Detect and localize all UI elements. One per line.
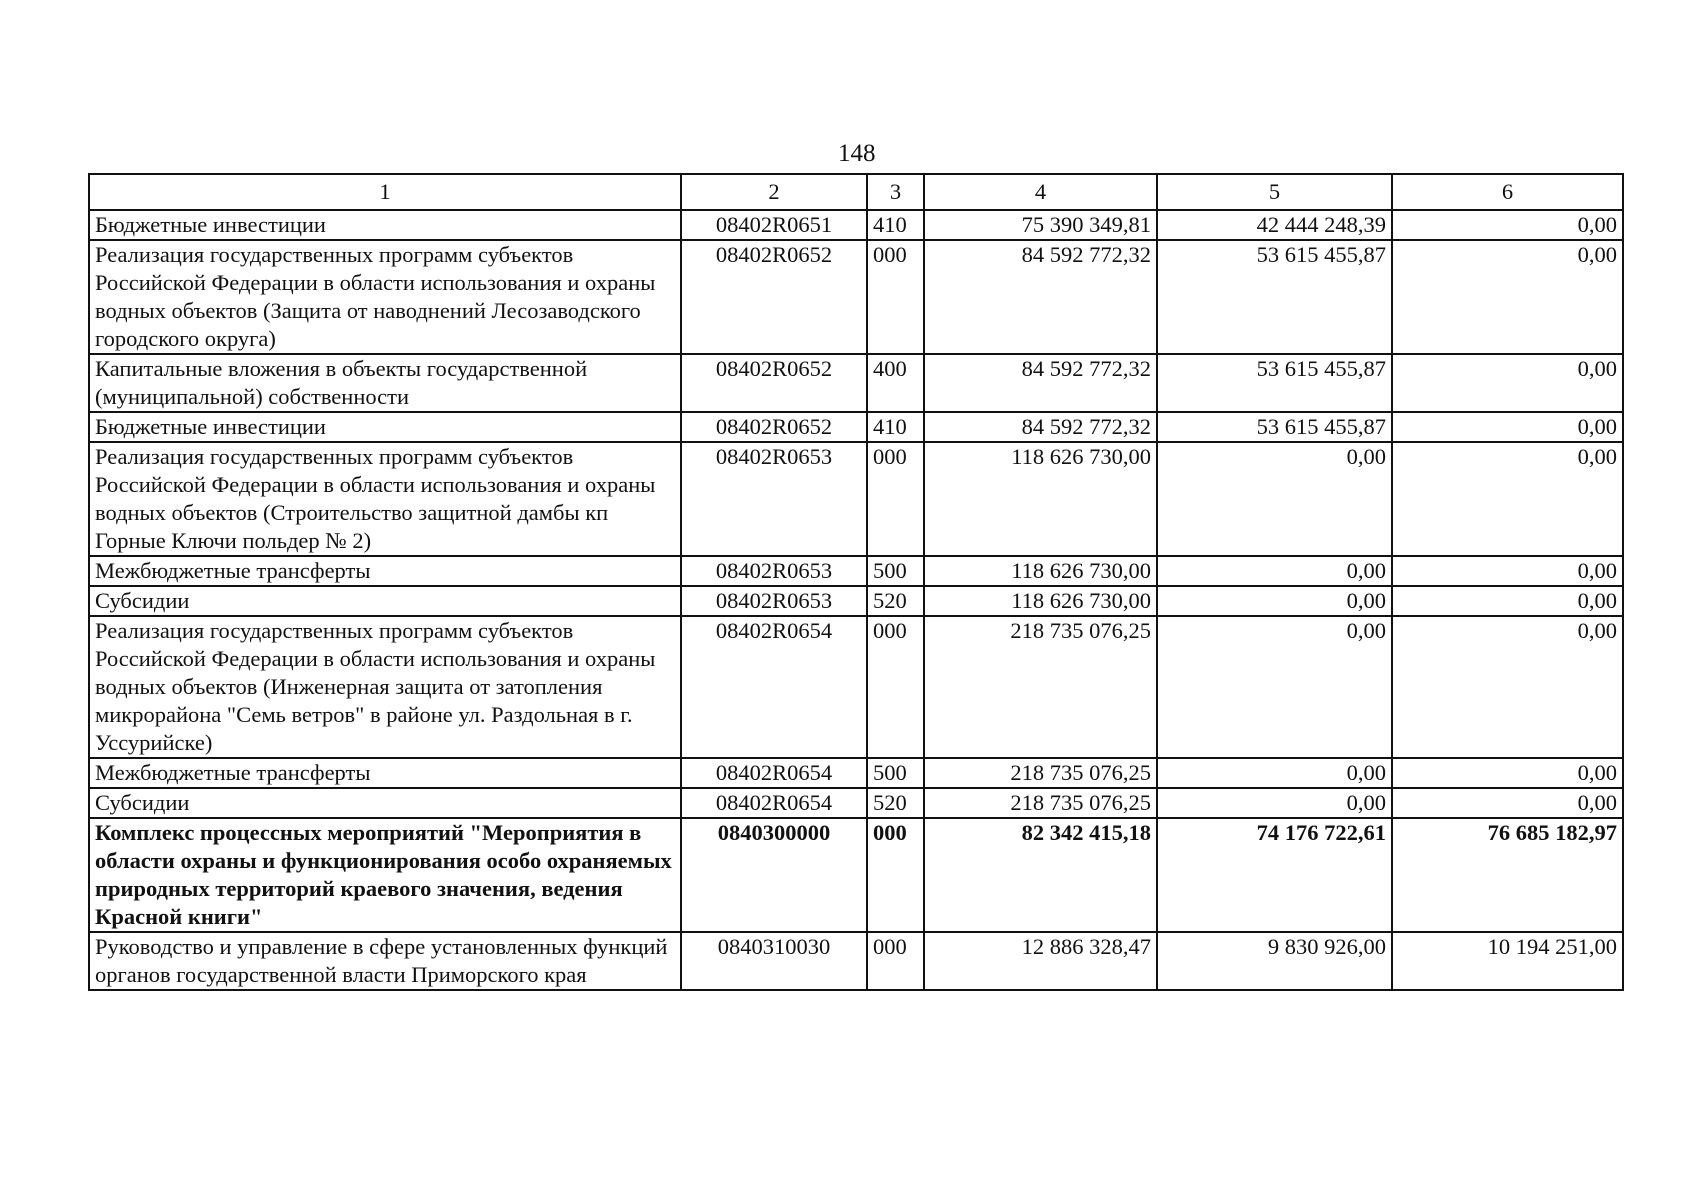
table-row [89, 354, 1623, 412]
row-code: 08402R0651 [681, 210, 867, 240]
row-code: 08402R0653 [681, 442, 867, 556]
page-number: 148 [838, 140, 876, 167]
row-value-6: 76 685 182,97 [1392, 818, 1623, 932]
row-name: Реализация государственных программ субъектов Российской Федерации в области использования и охраны водных объектов (Защита от наводнений Лесозаводского городского округа) [89, 240, 681, 354]
row-name: Межбюджетные трансферты [89, 758, 681, 788]
table-row [89, 586, 1623, 616]
table-row [89, 442, 1623, 556]
row-kvr: 410 [867, 412, 924, 442]
row-value-5: 0,00 [1157, 616, 1392, 758]
row-value-6: 0,00 [1392, 240, 1623, 354]
header-row [89, 174, 1623, 210]
row-code: 0840310030 [681, 932, 867, 990]
row-kvr: 400 [867, 354, 924, 412]
table-row [89, 932, 1623, 990]
row-value-4: 82 342 415,18 [924, 818, 1157, 932]
row-value-5: 0,00 [1157, 758, 1392, 788]
row-kvr: 000 [867, 932, 924, 990]
row-value-6: 0,00 [1392, 210, 1623, 240]
header-col-4: 4 [924, 174, 1157, 210]
row-value-5: 74 176 722,61 [1157, 818, 1392, 932]
table-row [89, 210, 1623, 240]
table-row [89, 758, 1623, 788]
row-value-5: 42 444 248,39 [1157, 210, 1392, 240]
row-kvr: 500 [867, 556, 924, 586]
row-value-4: 118 626 730,00 [924, 556, 1157, 586]
row-value-4: 75 390 349,81 [924, 210, 1157, 240]
row-value-4: 218 735 076,25 [924, 758, 1157, 788]
row-name: Реализация государственных программ субъектов Российской Федерации в области использования и охраны водных объектов (Строительство защитной дамбы кп Горные Ключи польдер № 2) [89, 442, 681, 556]
row-value-6: 0,00 [1392, 788, 1623, 818]
row-name: Комплекс процессных мероприятий "Мероприятия в области охраны и функционирования особо охраняемых природных территорий краевого значения, ведения Красной книги" [89, 818, 681, 932]
row-name: Бюджетные инвестиции [89, 210, 681, 240]
row-value-5: 0,00 [1157, 556, 1392, 586]
row-code: 08402R0654 [681, 758, 867, 788]
row-value-4: 218 735 076,25 [924, 616, 1157, 758]
table-row [89, 556, 1623, 586]
row-value-4: 118 626 730,00 [924, 442, 1157, 556]
row-value-6: 0,00 [1392, 586, 1623, 616]
header-col-2: 2 [681, 174, 867, 210]
header-col-3: 3 [867, 174, 924, 210]
row-value-6: 0,00 [1392, 442, 1623, 556]
header-col-6: 6 [1392, 174, 1623, 210]
row-code: 0840300000 [681, 818, 867, 932]
row-name: Руководство и управление в сфере установленных функций органов государственной власти Приморского края [89, 932, 681, 990]
row-value-6: 0,00 [1392, 556, 1623, 586]
row-value-5: 53 615 455,87 [1157, 240, 1392, 354]
table-row [89, 240, 1623, 354]
row-value-4: 84 592 772,32 [924, 240, 1157, 354]
row-name: Межбюджетные трансферты [89, 556, 681, 586]
row-value-6: 0,00 [1392, 616, 1623, 758]
row-code: 08402R0652 [681, 354, 867, 412]
table-row [89, 412, 1623, 442]
table-row [89, 788, 1623, 818]
row-value-5: 53 615 455,87 [1157, 412, 1392, 442]
table-row [89, 616, 1623, 758]
row-value-4: 118 626 730,00 [924, 586, 1157, 616]
row-code: 08402R0654 [681, 616, 867, 758]
row-code: 08402R0652 [681, 240, 867, 354]
row-value-6: 0,00 [1392, 354, 1623, 412]
budget-table [88, 173, 1624, 991]
row-code: 08402R0652 [681, 412, 867, 442]
row-value-4: 218 735 076,25 [924, 788, 1157, 818]
row-kvr: 000 [867, 240, 924, 354]
row-kvr: 520 [867, 586, 924, 616]
row-kvr: 410 [867, 210, 924, 240]
row-value-6: 0,00 [1392, 758, 1623, 788]
row-name: Капитальные вложения в объекты государственной (муниципальной) собственности [89, 354, 681, 412]
row-value-5: 53 615 455,87 [1157, 354, 1392, 412]
row-code: 08402R0653 [681, 556, 867, 586]
row-value-6: 0,00 [1392, 412, 1623, 442]
row-kvr: 000 [867, 818, 924, 932]
row-name: Субсидии [89, 788, 681, 818]
row-name: Бюджетные инвестиции [89, 412, 681, 442]
header-col-1: 1 [89, 174, 681, 210]
row-value-4: 84 592 772,32 [924, 412, 1157, 442]
row-kvr: 000 [867, 442, 924, 556]
row-code: 08402R0653 [681, 586, 867, 616]
table-row [89, 818, 1623, 932]
row-value-4: 84 592 772,32 [924, 354, 1157, 412]
row-value-6: 10 194 251,00 [1392, 932, 1623, 990]
row-code: 08402R0654 [681, 788, 867, 818]
row-value-4: 12 886 328,47 [924, 932, 1157, 990]
row-kvr: 000 [867, 616, 924, 758]
row-kvr: 500 [867, 758, 924, 788]
row-value-5: 0,00 [1157, 788, 1392, 818]
row-value-5: 0,00 [1157, 442, 1392, 556]
row-name: Реализация государственных программ субъектов Российской Федерации в области использования и охраны водных объектов (Инженерная защита от затопления микрорайона "Семь ветров" в районе ул. Раздольная в г. Уссурийске) [89, 616, 681, 758]
row-name: Субсидии [89, 586, 681, 616]
row-value-5: 9 830 926,00 [1157, 932, 1392, 990]
row-kvr: 520 [867, 788, 924, 818]
header-col-5: 5 [1157, 174, 1392, 210]
row-value-5: 0,00 [1157, 586, 1392, 616]
